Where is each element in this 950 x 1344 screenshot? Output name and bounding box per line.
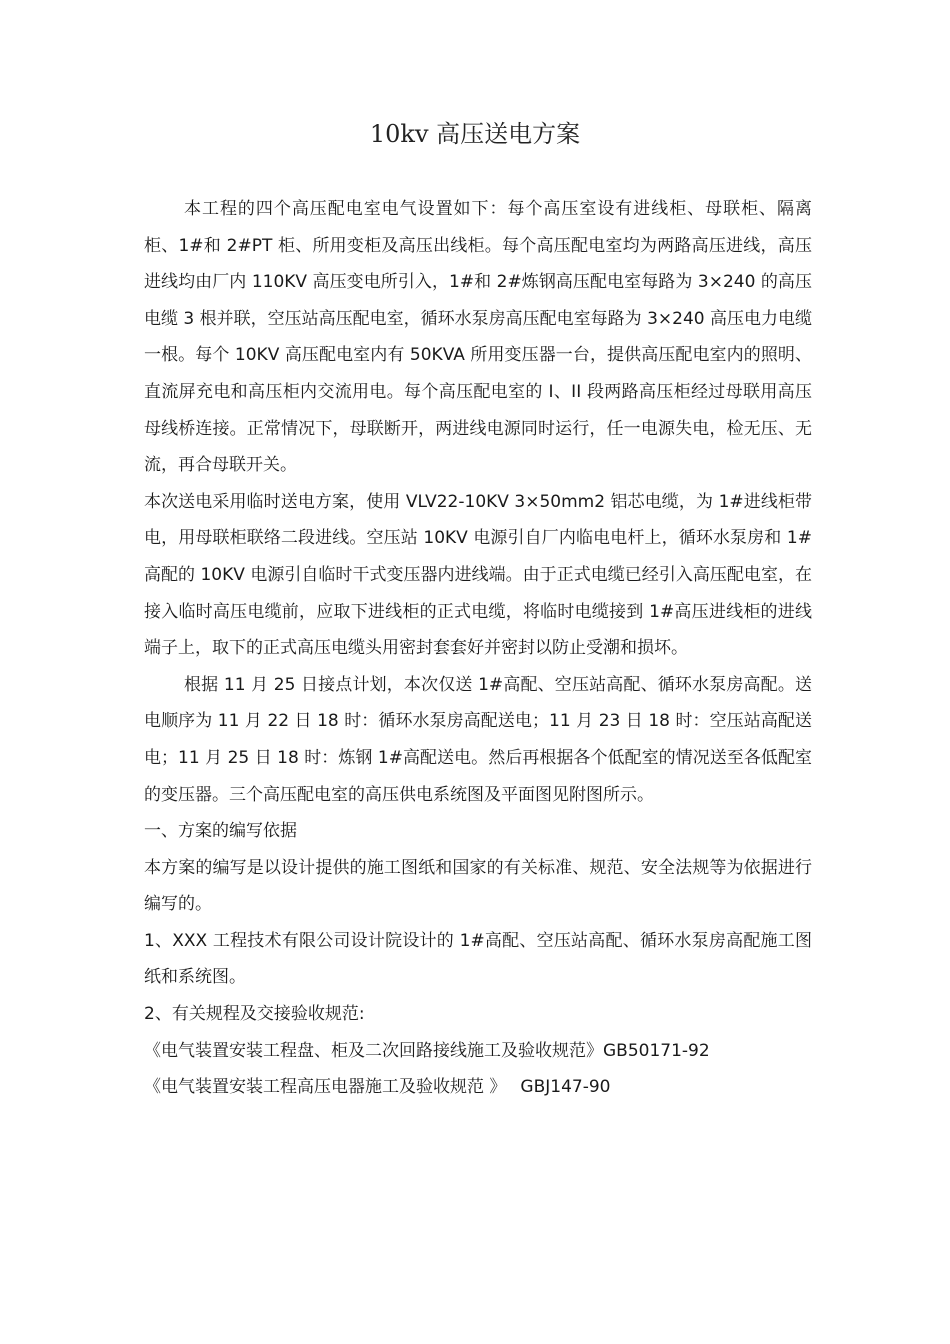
- reference-1-code: GB50171-92: [603, 1040, 710, 1061]
- list-item-regulations: 2、有关规程及交接验收规范:: [144, 1004, 365, 1025]
- paragraph-power-schedule: 根据 11 月 25 日接点计划，本次仅送 1#高配、空压站高配、循环水泵房高配。送电顺序为 11 月 22 日 18 时：循环水泵房高配送电；11 月 23 日 18 时：空压站高配送电；11 月 25 日 18 时：炼钢 1#高配送电。然后再根据各个低配室的情况送至各低配室的变压器。三个高压配电室的高压供电系统图及平面图见附图所示。: [144, 674, 812, 805]
- section-heading-basis: 一、方案的编写依据: [144, 821, 297, 842]
- list-item-design-drawings: 1、XXX 工程技术有限公司设计院设计的 1#高配、空压站高配、循环水泵房高配施工图纸和系统图。: [144, 930, 812, 988]
- paragraph-basis-description: 本方案的编写是以设计提供的施工图纸和国家的有关标准、规范、安全法规等为依据进行编写的。: [144, 857, 812, 915]
- reference-standard-1: [144, 1033, 812, 1070]
- paragraph-equipment-setup: 本工程的四个高压配电室电气设置如下：每个高压室设有进线柜、母联柜、隔离柜、1#和 2#PT 柜、所用变柜及高压出线柜。每个高压配电室均为两路高压进线，高压进线均由厂内 110KV 高压变电所引入，1#和 2#炼钢高压配电室每路为 3×240 的高压电缆 3 根并联，空压站高压配电室，循环水泵房高压配电室每路为 3×240 高压电力电缆一根。每个 10KV 高压配电室内有 50KVA 所用变压器一台，提供高压配电室内的照明、直流屏充电和高压柜内交流用电。每个高压配电室的 I、II 段两路高压柜经过母联用高压母线桥连接。正常情况下，母联断开，两进线电源同时运行，任一电源失电，检无压、无流，再合母联开关。: [144, 199, 812, 476]
- reference-standard-2: [144, 1069, 812, 1106]
- reference-1-title: 《电气装置安装工程盘、柜及二次回路接线施工及验收规范》: [144, 1040, 603, 1061]
- document-title: 10kv 高压送电方案: [369, 120, 581, 148]
- document-body: [144, 191, 812, 1106]
- paragraph-temporary-power-plan: 本次送电采用临时送电方案，使用 VLV22-10KV 3×50mm2 铝芯电缆，为 1#进线柜带电，用母联柜联络二段进线。空压站 10KV 电源引自厂内临电电杆上，循环水泵房和 1#高配的 10KV 电源引自临时干式变压器内进线端。由于正式电缆已经引入高压配电室，在接入临时高压电缆前，应取下进线柜的正式电缆，将临时电缆接到 1#高压进线柜的进线端子上，取下的正式高压电缆头用密封套套好并密封以防止受潮和损坏。: [144, 491, 812, 659]
- reference-2-code: GBJ147-90: [520, 1077, 611, 1098]
- reference-2-title: 《电气装置安装工程高压电器施工及验收规范 》: [144, 1077, 507, 1098]
